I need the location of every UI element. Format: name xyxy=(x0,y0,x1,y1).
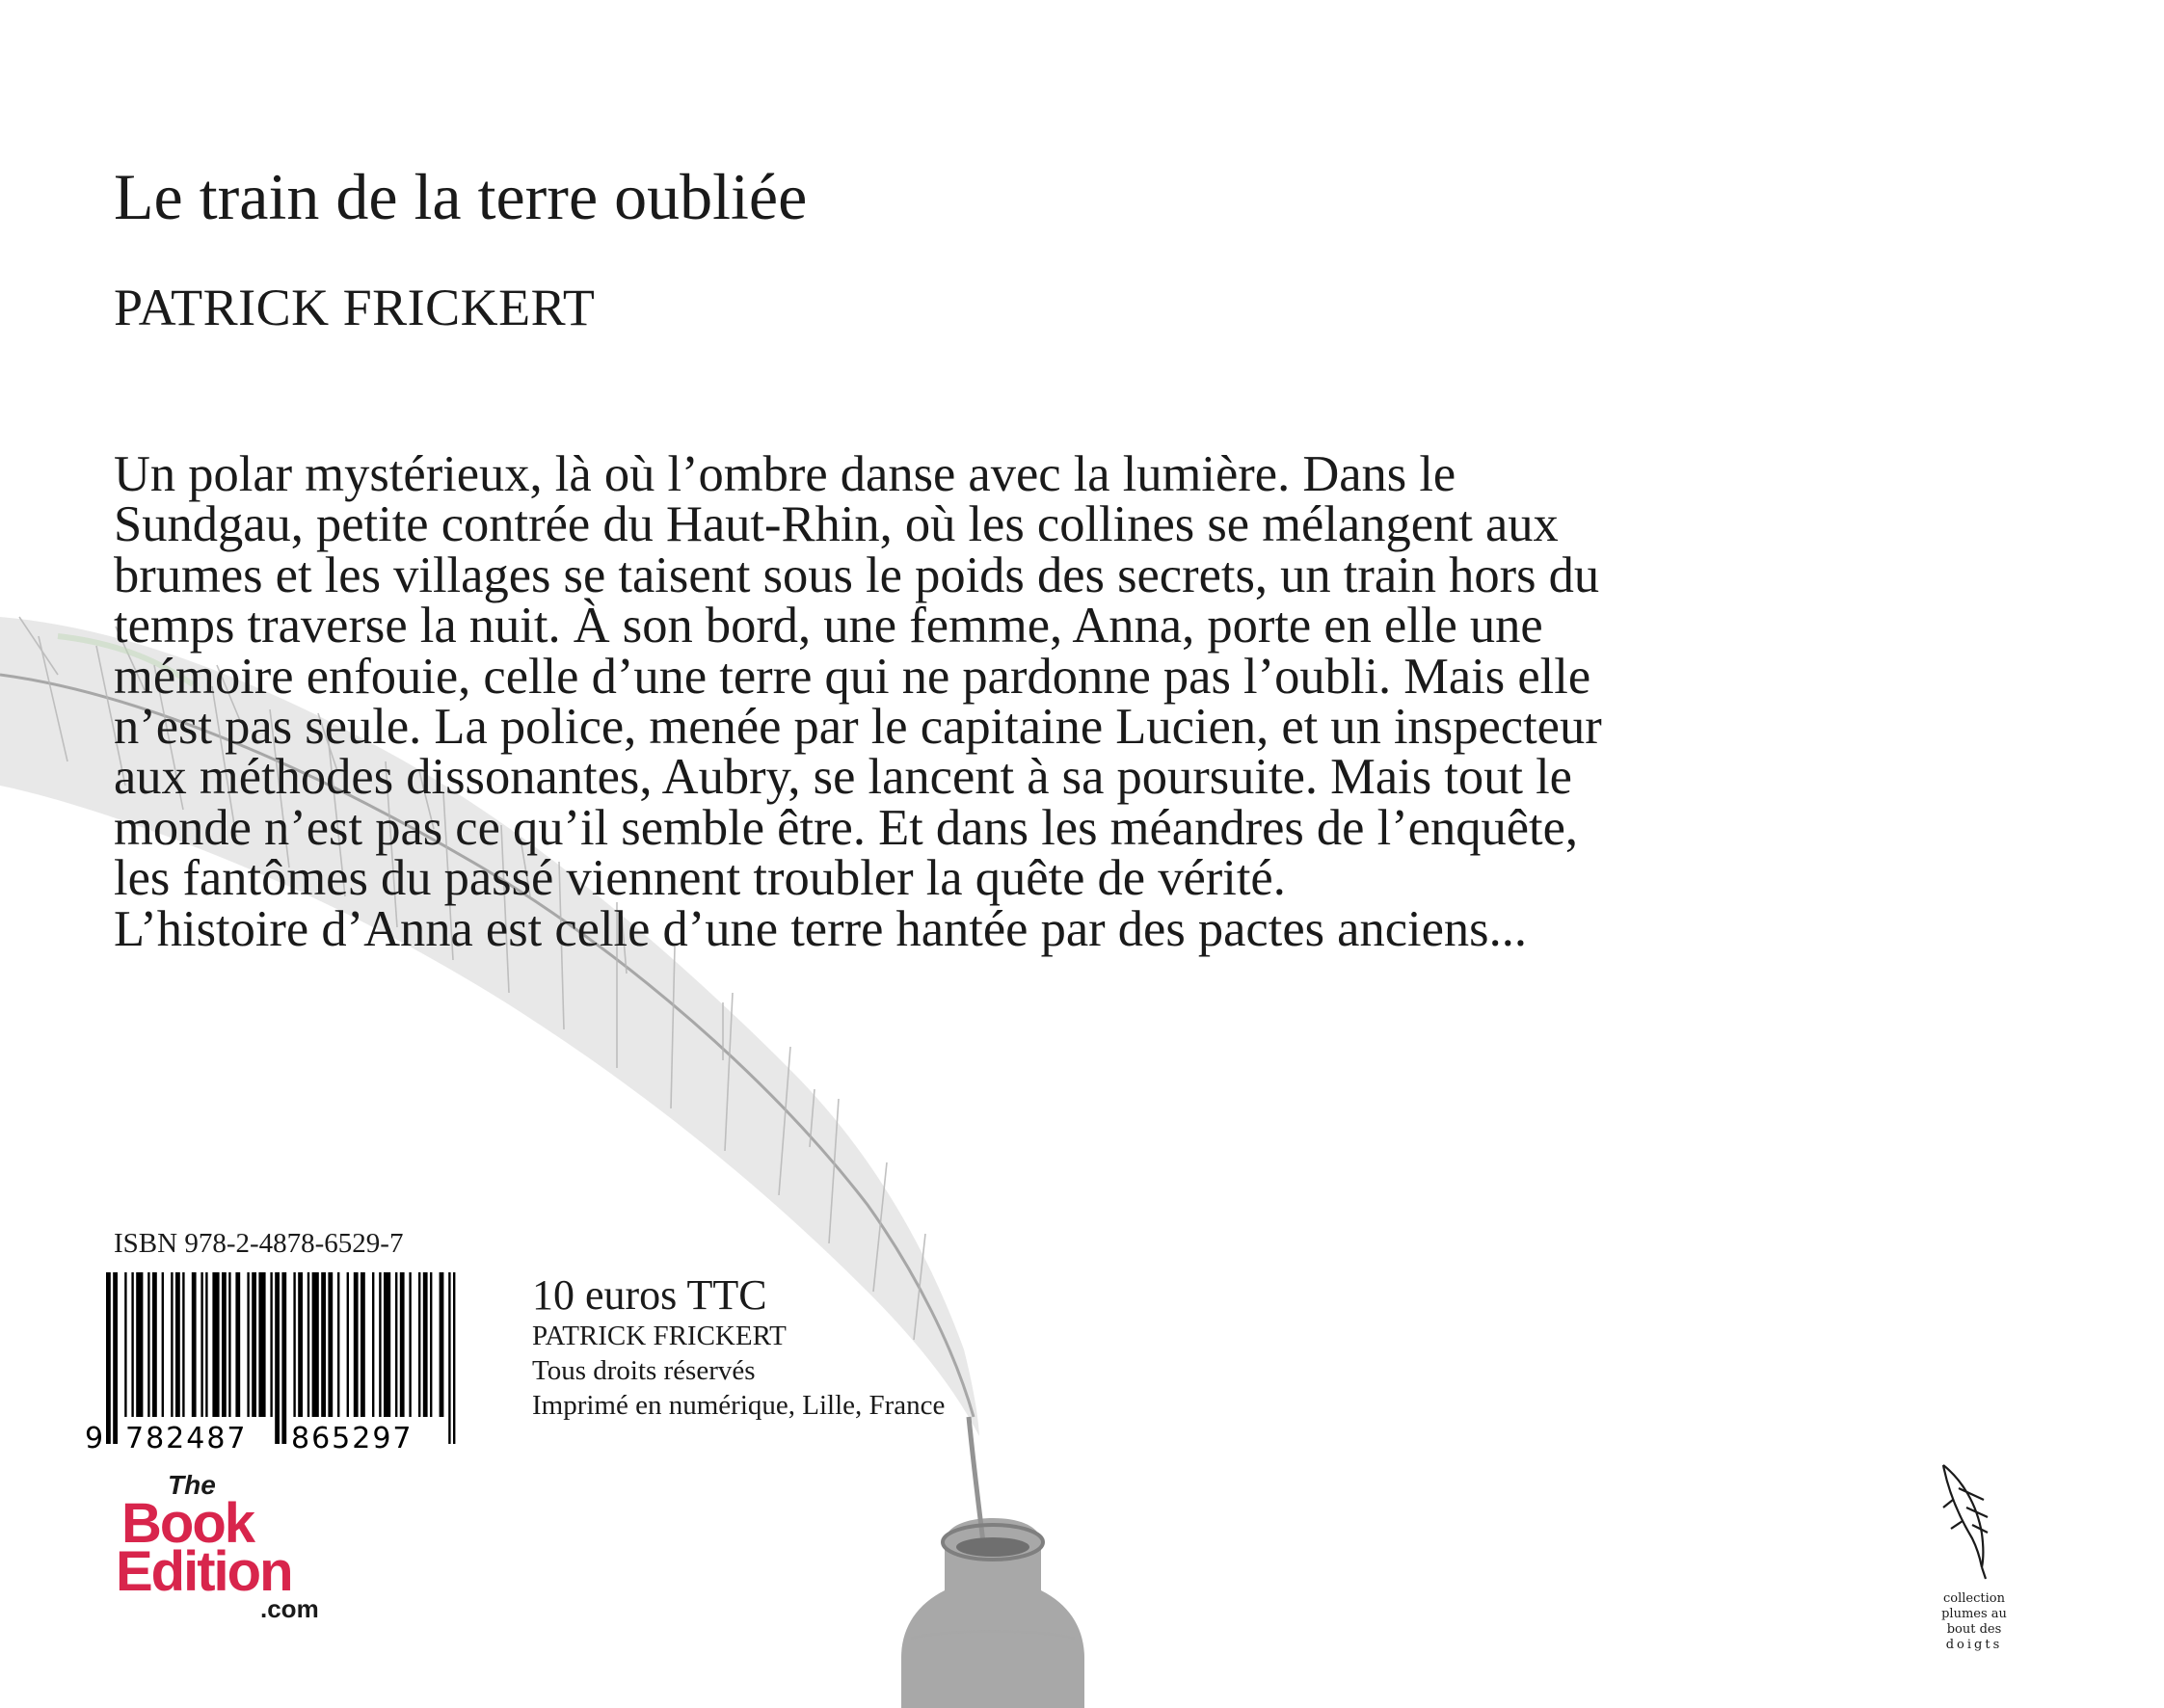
barcode-bar xyxy=(171,1272,173,1417)
barcode-bar xyxy=(400,1272,405,1417)
barcode-bar xyxy=(136,1272,143,1417)
collection-line-2: plumes au xyxy=(1941,1607,2007,1621)
barcode-bar xyxy=(453,1272,455,1444)
barcode-bar xyxy=(147,1272,149,1417)
barcode-bar xyxy=(379,1272,381,1417)
barcode-bar xyxy=(252,1272,256,1417)
barcode-bar xyxy=(113,1272,118,1444)
barcode-bar xyxy=(298,1272,303,1417)
barcode-bar xyxy=(247,1272,249,1417)
barcode-bar xyxy=(293,1272,295,1417)
barcode-bar xyxy=(395,1272,397,1417)
barcode-bar xyxy=(205,1272,207,1417)
book-title: Le train de la terre oubliée xyxy=(114,160,808,233)
barcode-digit-prefix: 9 xyxy=(85,1422,104,1452)
barcode-bar xyxy=(372,1272,374,1417)
feather-icon xyxy=(1943,1465,1988,1579)
barcode-bar xyxy=(423,1272,428,1417)
barcode-bar xyxy=(228,1272,230,1417)
isbn-barcode xyxy=(81,1268,476,1452)
barcode-bar xyxy=(418,1272,420,1417)
barcode-bar xyxy=(200,1272,202,1417)
logo-book: Book xyxy=(121,1492,254,1555)
barcode-bar xyxy=(440,1272,444,1417)
book-author: PATRICK FRICKERT xyxy=(114,279,596,336)
barcode-bar xyxy=(448,1272,450,1444)
barcode-bar xyxy=(152,1272,157,1417)
barcode-bar xyxy=(354,1272,359,1417)
collection-line-3: bout des xyxy=(1946,1622,2002,1637)
collection-line-4: doigts xyxy=(1945,1638,2003,1652)
barcode-bar xyxy=(222,1272,227,1417)
barcode-bar xyxy=(281,1272,286,1444)
printing-notice: Imprimé en numérique, Lille, France xyxy=(532,1390,946,1421)
barcode-bar xyxy=(275,1272,280,1444)
blurb-closing-line: L’histoire d’Anna est celle d’une terre hantée par des pactes anciens... xyxy=(114,900,1527,957)
barcode-bar xyxy=(307,1272,309,1417)
back-cover-blurb xyxy=(114,446,1617,957)
price-label: 10 euros TTC xyxy=(532,1271,767,1319)
barcode-digits-right: 865297 xyxy=(291,1422,414,1452)
barcode-bar xyxy=(131,1272,133,1417)
imprint-block xyxy=(532,1272,945,1423)
imprint-author: PATRICK FRICKERT xyxy=(532,1321,787,1351)
isbn-label: ISBN 978-2-4878-6529-7 xyxy=(114,1228,404,1259)
barcode-bar xyxy=(192,1272,197,1417)
barcode-bar xyxy=(212,1272,219,1417)
barcode-bar xyxy=(162,1272,164,1417)
barcode-bar xyxy=(347,1272,349,1417)
rights-notice: Tous droits réservés xyxy=(532,1355,756,1386)
collection-plumes-logo xyxy=(1924,1461,2022,1654)
barcode-bar xyxy=(312,1272,319,1417)
barcode-bar xyxy=(235,1272,240,1417)
barcode-bar xyxy=(337,1272,339,1417)
barcode-bar xyxy=(321,1272,326,1417)
collection-line-1: collection xyxy=(1943,1591,2005,1606)
the-book-edition-logo xyxy=(116,1465,347,1619)
barcode-bar xyxy=(328,1272,333,1417)
barcode-bar xyxy=(124,1272,126,1417)
barcode-bar xyxy=(384,1272,390,1417)
barcode-bar xyxy=(270,1272,272,1417)
barcode-bar xyxy=(361,1272,365,1417)
barcode-bar xyxy=(430,1272,432,1417)
barcode-bar xyxy=(106,1272,111,1444)
barcode-bar xyxy=(258,1272,265,1417)
logo-the: The xyxy=(168,1470,216,1500)
logo-edition: Edition xyxy=(116,1540,292,1603)
barcode-bar xyxy=(175,1272,180,1417)
logo-com: .com xyxy=(260,1594,319,1619)
barcode-bar xyxy=(409,1272,411,1417)
barcode-digits-left: 782487 xyxy=(125,1422,248,1452)
barcode-bar xyxy=(182,1272,184,1417)
blurb-paragraph: Un polar mystérieux, là où l’ombre danse avec la lumière. Dans le Sundgau, petite contrée du Haut-Rhin, où les collines se mélangent aux brumes et les villages se taisent sous le poids des secrets, un train hors du temps traverse la nuit. À son bord, une femme, Anna, porte en elle une mémoire enfouie, celle d’une terre qui ne pardonne pas l’oubli. Mais elle n’est pas seule. La police, menée par le capitaine Lucien, et un inspecteur aux méthodes dissonantes, Aubry, se lancent à sa poursuite. Mais tout le monde n’est pas ce qu’il semble être. Et dans les méandres de l’enquête, les fantômes du passé viennent troubler la quête de vérité. xyxy=(114,446,1602,907)
